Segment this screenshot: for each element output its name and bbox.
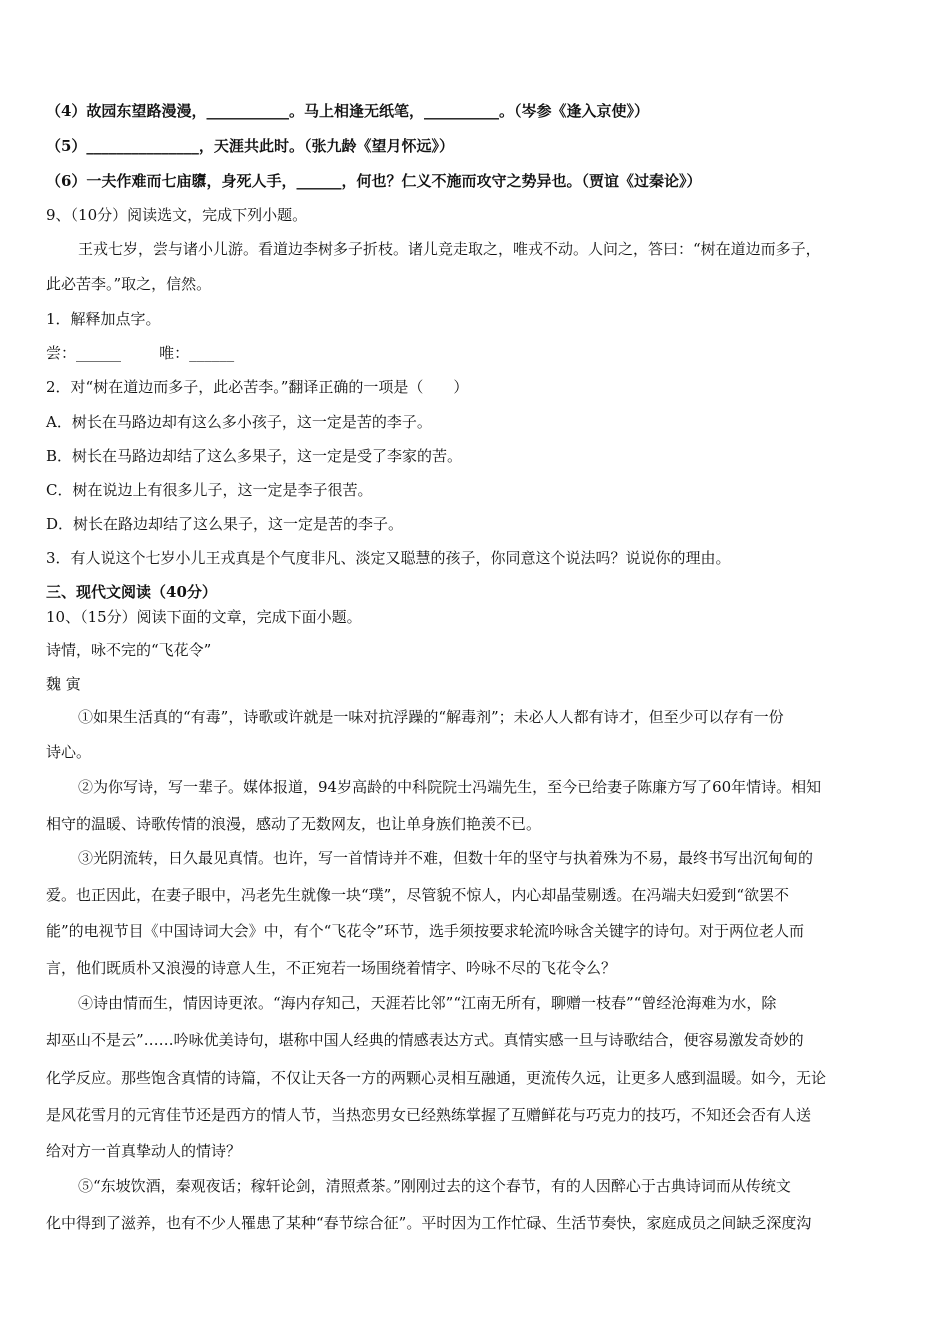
paragraph-4-line-3: 化学反应。那些饱含真情的诗篇，不仅让天各一方的两颗心灵相互融通，更流传久远，让更多人感到温暖。如今，无论 xyxy=(46,1069,827,1087)
q9-subq-2: 2．对“树在道边而多子，此必苦李。”翻译正确的一项是（ ） xyxy=(46,378,469,396)
q9-subq-3: 3．有人说这个七岁小儿王戎真是个气度非凡、淡定又聪慧的孩子，你同意这个说法吗？说说你的理由。 xyxy=(46,549,731,567)
q9-header: 9、（10分）阅读选文，完成下列小题。 xyxy=(46,206,308,224)
option-d: D．树长在路边却结了这么果子，这一定是苦的李子。 xyxy=(46,515,404,533)
paragraph-4-line-5: 给对方一首真挚动人的情诗？ xyxy=(46,1142,242,1160)
option-c: C．树在说边上有很多儿子，这一定是李子很苦。 xyxy=(46,481,373,499)
paragraph-3-line-4: 言，他们既质朴又浪漫的诗意人生，不正宛若一场围绕着情字、吟咏不尽的飞花令么？ xyxy=(46,959,617,977)
paragraph-5-line-1: ⑤“东坡饮酒，秦观夜话；稼轩论剑，清照煮茶。”刚刚过去的这个春节，有的人因醉心于古典诗词而从传统文 xyxy=(78,1177,791,1195)
paragraph-4-line-2: 却巫山不是云”……吟咏优美诗句，堪称中国人经典的情感表达方式。真情实感一旦与诗歌结合，便容易激发奇妙的 xyxy=(46,1031,804,1049)
q9-passage-line-1: 王戎七岁，尝与诸小儿游。看道边李树多子折枝。诸儿竞走取之，唯戎不动。人问之，答曰：“树在道边而多子， xyxy=(78,240,821,258)
paragraph-1-line-1: ①如果生活真的“有毒”，诗歌或许就是一味对抗浮躁的“解毒剂”；未必人人都有诗才，但至少可以存有一份 xyxy=(78,708,784,726)
option-a: A．树长在马路边却有这么多小孩子，这一定是苦的李子。 xyxy=(46,413,432,431)
article-author: 魏 寅 xyxy=(46,675,81,693)
q10-header: 10、（15分）阅读下面的文章，完成下面小题。 xyxy=(46,608,362,626)
poetry-q5: （5）_______________，天涯共此时。（张九龄《望月怀远》） xyxy=(46,137,454,155)
paragraph-4-line-4: 是风花雪月的元宵佳节还是西方的情人节，当热恋男女已经熟练掌握了互赠鲜花与巧克力的技巧，不知还会否有人送 xyxy=(46,1106,812,1124)
option-b: B．树长在马路边却结了这么多果子，这一定是受了李家的苦。 xyxy=(46,447,463,465)
paragraph-3-line-1: ③光阴流转，日久最见真情。也许，写一首情诗并不难，但数十年的坚守与执着殊为不易，最终书写出沉甸甸的 xyxy=(78,849,814,867)
q9-subq-1-blanks: 尝：______ 唯：______ xyxy=(46,344,235,362)
paragraph-3-line-2: 爱。也正因此，在妻子眼中，冯老先生就像一块“璞”，尽管貌不惊人，内心却晶莹剔透。在冯端夫妇爱到“欲罢不 xyxy=(46,886,790,904)
paragraph-3-line-3: 能”的电视节目《中国诗词大会》中，有个“飞花令”环节，选手须按要求轮流吟咏含关键字的诗句。对于两位老人而 xyxy=(46,922,805,940)
poetry-q4: （4）故园东望路漫漫，___________。马上相逢无纸笔，__________。（岑参《逢入京使》） xyxy=(46,102,649,120)
paragraph-2-line-2: 相守的温暖、诗歌传情的浪漫，感动了无数网友，也让单身族们艳羡不已。 xyxy=(46,815,542,833)
q9-subq-1: 1．解释加点字。 xyxy=(46,310,161,328)
paragraph-2-line-1: ②为你写诗，写一辈子。媒体报道，94岁高龄的中科院院士冯端先生，至今已给妻子陈廉方写了60年情诗。相知 xyxy=(78,778,822,796)
q9-passage-line-2: 此必苦李。”取之，信然。 xyxy=(46,275,212,293)
poetry-q6: （6）一夫作难而七庙隳，身死人手，______，何也？仁义不施而攻守之势异也。（贾谊《过秦论》） xyxy=(46,172,702,190)
paragraph-5-line-2: 化中得到了滋养，也有不少人罹患了某种“春节综合征”。平时因为工作忙碌、生活节奏快，家庭成员之间缺乏深度沟 xyxy=(46,1214,812,1232)
paragraph-1-line-2: 诗心。 xyxy=(46,743,92,761)
paragraph-4-line-1: ④诗由情而生，情因诗更浓。“海内存知己，天涯若比邻”“江南无所有，聊赠一枝春”“曾经沧海难为水，除 xyxy=(78,994,777,1012)
article-title: 诗情，咏不完的“飞花令” xyxy=(46,641,212,659)
section-3-title: 三、现代文阅读（40分） xyxy=(46,583,217,601)
